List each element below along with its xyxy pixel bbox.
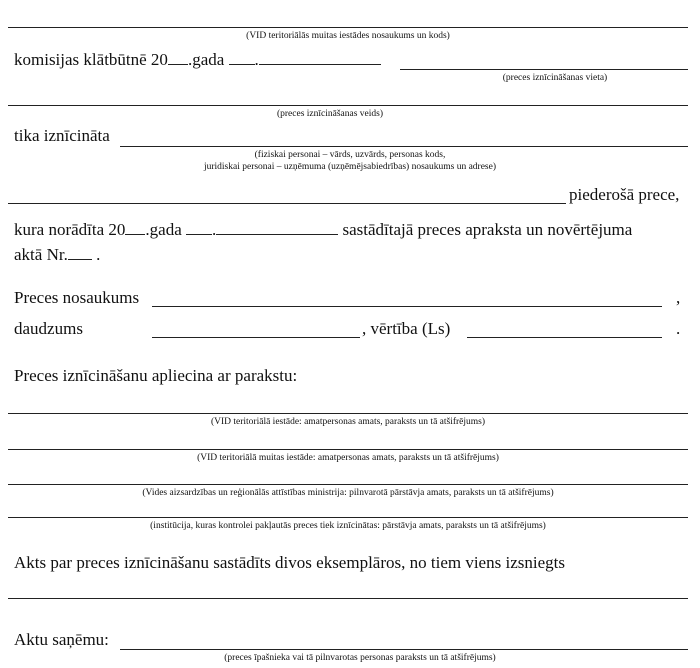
goods-name-field[interactable] [152,306,662,307]
place-field[interactable] [400,69,688,70]
dot-label: . [254,50,259,69]
indicated-prefix: kura norādīta 20 [14,220,126,239]
quantity-end: . [676,319,681,338]
closing-text: Akts par preces iznīcināšanu sastādīts divos eksemplāros, no tiem viens izsniegts [14,553,565,572]
owner-field[interactable] [120,146,688,147]
value-label: , vērtība (Ls) [362,319,451,338]
quantity-label: daudzums [14,319,83,338]
signature-field-vid-customs[interactable] [8,449,688,450]
signature-caption-vid-customs: (VID teritoriālā muitas iestāde: amatpersonas amats, paraksts un tā atšifrējums) [197,453,499,463]
indicated-dot: . [212,220,217,239]
quantity-field[interactable] [152,337,360,338]
signature-caption-institution: (institūcija, kuras kontrolei pakļautās preces tiek iznīcinātas: pārstāvja amats, paraksts un tā atšifrējums) [150,521,546,531]
signature-caption-ministry: (Vides aizsardzības un reģionālās attīstības ministrija: pilnvarotā pārstāvja amats, paraksts un tā atšifrējums) [142,488,554,498]
received-caption: (preces īpašnieka vai tā pilnvarotas personas paraksts un tā atšifrējums) [224,653,496,663]
indicated-gada: .gada [145,220,182,239]
signature-caption-vid-office: (VID teritoriālā iestāde: amatpersonas amats, paraksts un tā atšifrējums) [210,417,486,427]
act-number-prefix: aktā Nr. [14,245,68,264]
day-field[interactable] [229,50,255,65]
act-number-row [14,245,100,265]
vid-office-caption: (VID teritoriālās muitas iestādes nosaukums un kods) [246,31,450,41]
confirm-text: Preces iznīcināšanu apliecina ar parakstu: [14,366,298,385]
vid-office-field[interactable] [8,27,688,28]
belonging-label: piederošā prece, [569,185,680,204]
destroyed-label: tika iznīcināta [14,126,110,145]
goods-name-end: , [676,288,681,307]
indicated-row [14,220,632,240]
place-caption: (preces iznīcināšanas vieta) [502,73,608,83]
received-signature-field[interactable] [120,649,688,650]
act-number-field[interactable] [68,245,92,260]
owner-caption-line1: (fiziskai personai – vārds, uzvārds, personas kods, [254,150,446,160]
act-number-suffix: . [91,245,101,264]
recipient-field[interactable] [8,598,688,599]
signature-field-ministry[interactable] [8,484,688,485]
signature-field-institution[interactable] [8,517,688,518]
method-field[interactable] [8,105,688,106]
value-field[interactable] [467,337,662,338]
owner-continuation-field[interactable] [8,203,566,204]
received-label: Aktu saņēmu: [14,630,109,649]
indicated-suffix: sastādītajā preces apraksta un novērtējuma [342,220,633,239]
month-field[interactable] [259,50,381,65]
signature-field-vid-office[interactable] [8,413,688,414]
commission-row [14,50,381,70]
method-caption: (preces iznīcināšanas veids) [276,109,384,119]
act-year-field[interactable] [125,220,145,235]
commission-prefix: komisijas klātbūtnē 20 [14,50,168,69]
act-month-field[interactable] [216,220,338,235]
gada-label: .gada [187,50,225,69]
year-field[interactable] [168,50,188,65]
goods-name-label: Preces nosaukums [14,288,140,307]
act-day-field[interactable] [186,220,212,235]
owner-caption-line2: juridiskai personai – uzņēmuma (uzņēmējsabiedrības) nosaukums un adrese) [203,162,497,172]
